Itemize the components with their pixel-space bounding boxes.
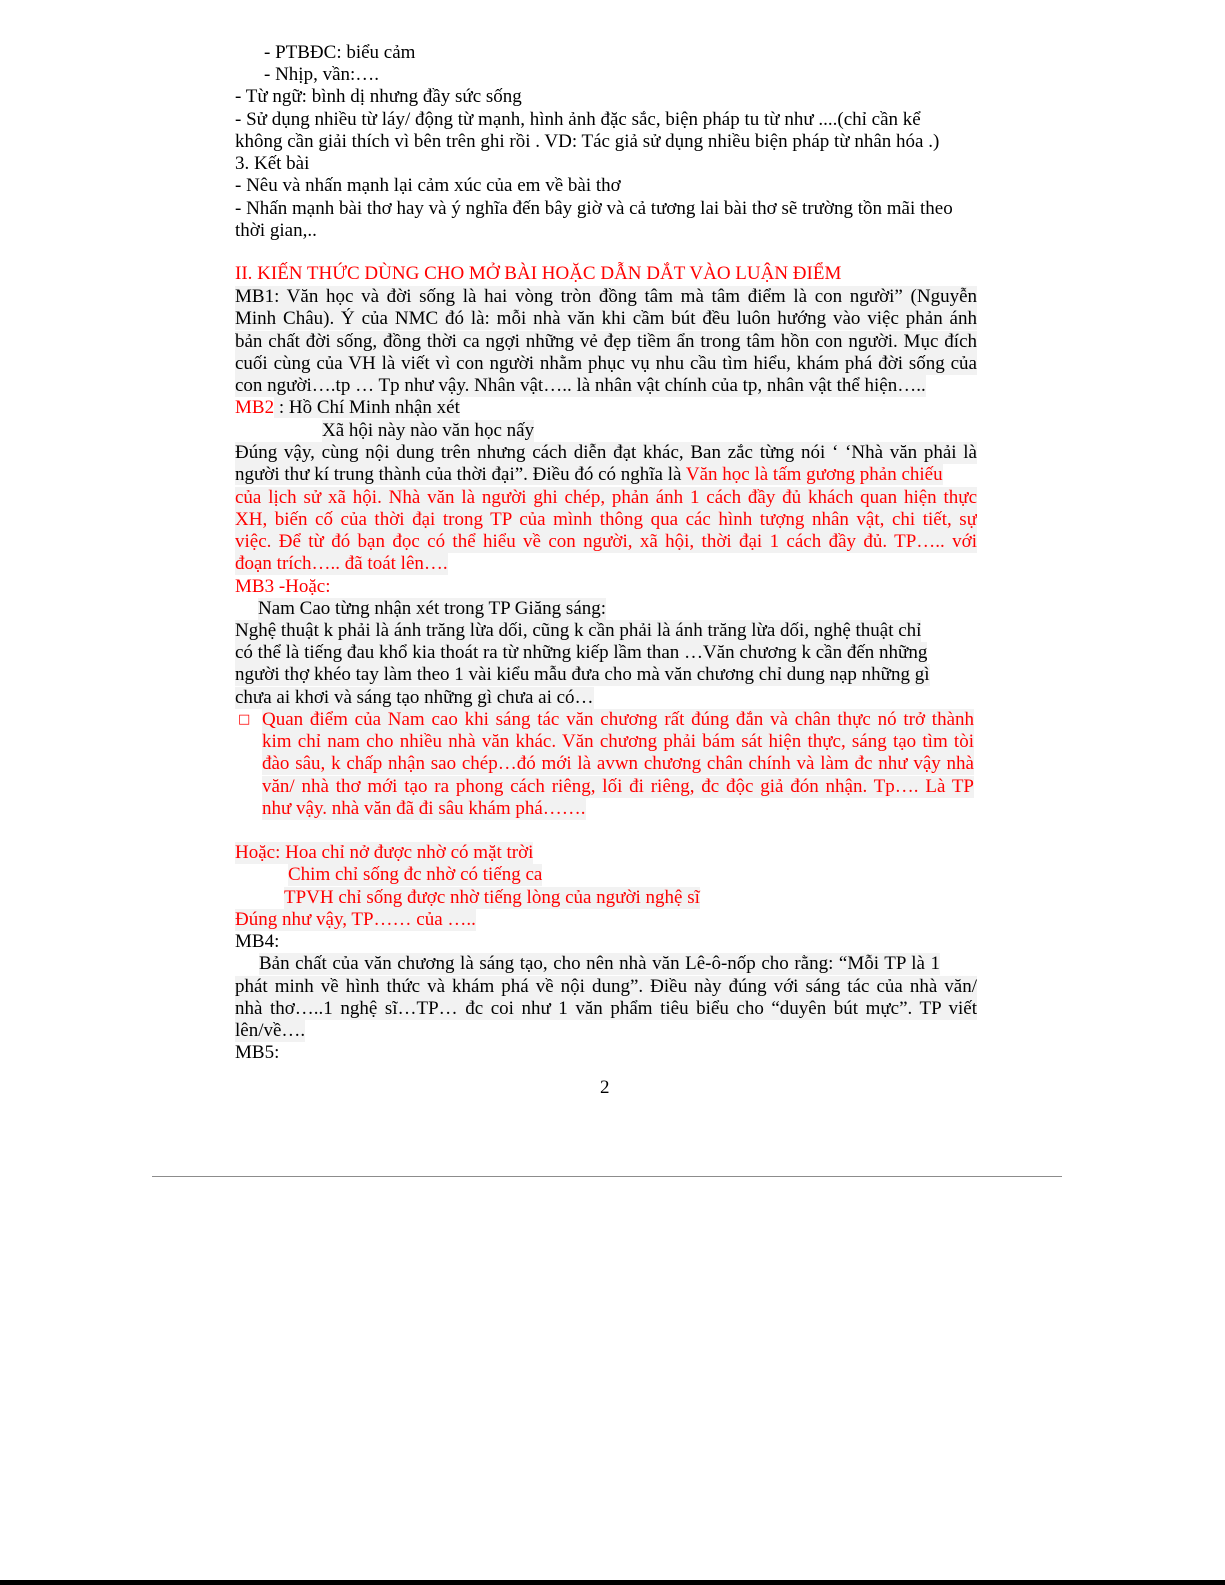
- text-line: việc. Để từ đó bạn đọc có thể hiểu về con người, xã hội, thời đại 1 cách đầy đủ. TP….. với: [235, 531, 977, 552]
- text-line: phát minh về hình thức và khám phá về nội dung”. Điều này đúng với sáng tác của nhà văn/: [235, 976, 977, 997]
- bottom-edge-bar: [0, 1580, 1225, 1585]
- text-line: không cần giải thích vì bên trên ghi rồi . VD: Tác giả sử dụng nhiều biện pháp từ nhân hóa .): [235, 131, 940, 152]
- text-line: Chim chỉ sống đc nhờ có tiếng ca: [288, 864, 543, 885]
- text-line: - Từ ngữ: bình dị nhưng đầy sức sống: [235, 86, 522, 107]
- text-line: Nam Cao từng nhận xét trong TP Giăng sáng:: [258, 598, 607, 619]
- section-heading: II. KIẾN THỨC DÙNG CHO MỞ BÀI HOẶC DẪN DẮT VÀO LUẬN ĐIỂM: [235, 263, 842, 284]
- text-line: Bản chất của văn chương là sáng tạo, cho nên nhà văn Lê-ô-nốp cho rằng: “Mỗi TP là 1: [259, 953, 940, 974]
- mb2-text: : Hồ Chí Minh nhận xét: [274, 397, 460, 418]
- section-label: MB4:: [235, 931, 280, 952]
- section-heading: 3. Kết bài: [235, 153, 310, 174]
- text-line: - Sử dụng nhiều từ láy/ động từ mạnh, hình ảnh đặc sắc, biện pháp tu từ như ....(chỉ cần kể: [235, 109, 921, 130]
- page-number: 2: [600, 1077, 610, 1098]
- text-line: Nghệ thuật k phải là ánh trăng lừa dối, cũng k cần phải là ánh trăng lừa dối, nghệ thuật chỉ: [235, 620, 922, 641]
- text-line: bản chất đời sống, đồng thời ca ngợi những vẻ đẹp tiềm ẩn trong tâm hồn con người. Mục đích: [235, 331, 977, 352]
- text-line: Đúng vậy, cùng nội dung trên nhưng cách diễn đạt khác, Ban zắc từng nói ‘ ‘Nhà văn phải là: [235, 442, 977, 463]
- mb2-label: MB2: [235, 397, 275, 418]
- text-line: con người….tp … Tp như vậy. Nhân vật….. là nhân vật chính của tp, nhân vật thể hiện…..: [235, 375, 926, 396]
- text-line: lên/về….: [235, 1020, 306, 1041]
- text-line: người thợ khéo tay làm theo 1 vài kiểu mẫu đưa cho mà văn chương chỉ dung nạp những gì: [235, 664, 930, 685]
- text-line: thời gian,..: [235, 220, 317, 241]
- text-span: Văn học là tấm gương phản chiếu: [685, 464, 943, 485]
- text-line: MB1: Văn học và đời sống là hai vòng tròn đồng tâm mà tâm điểm là con người” (Nguyễn: [235, 286, 977, 307]
- text-line: chưa ai khơi và sáng tạo những gì chưa ai có…: [235, 687, 594, 708]
- text-span: người thư kí trung thành của thời đại”. Điều đó có nghĩa là: [235, 464, 686, 485]
- text-line: kim chỉ nam cho nhiều nhà văn khác. Văn chương phải bám sát hiện thực, sáng tạo tìm tòi: [262, 731, 974, 752]
- text-line: cuối cùng của VH là viết vì con người nhằm phục vụ nhu cầu tìm hiểu, khám phá đời sống của: [235, 353, 977, 374]
- text-line: của lịch sử xã hội. Nhà văn là người ghi chép, phản ánh 1 cách đầy đủ khách quan hiện thực: [235, 487, 977, 508]
- section-label: MB3 -Hoặc:: [235, 576, 331, 597]
- text-line: như vậy. nhà văn đã đi sâu khám phá…….: [262, 798, 586, 819]
- text-line: Hoặc: Hoa chỉ nở được nhờ có mặt trời: [235, 842, 534, 863]
- text-line: TPVH chỉ sống được nhờ tiếng lòng của người nghệ sĩ: [284, 887, 700, 908]
- text-line: - PTBĐC: biểu cảm: [264, 42, 416, 63]
- text-line: đoạn trích….. đã toát lên….: [235, 553, 448, 574]
- text-line: XH, biến cố của thời đại trong TP của mình thông qua các hình tượng nhân vật, chi tiết, sự: [235, 509, 977, 530]
- bullet-icon: □: [238, 712, 251, 727]
- text-line: đào sâu, k chấp nhận sao chép…đó mới là avwn chương chân chính và làm đc như vậy nhà: [262, 753, 974, 774]
- text-line: - Nhấn mạnh bài thơ hay và ý nghĩa đến bây giờ và cả tương lai bài thơ sẽ trường tồn mãi theo: [235, 198, 953, 219]
- text-line: Đúng như vậy, TP…… của …..: [235, 909, 476, 930]
- text-line: văn/ nhà thơ mới tạo ra phong cách riêng, lối đi riêng, đc độc giả đón nhận. Tp…. Là TP: [262, 776, 974, 797]
- text-line: [235, 464, 977, 486]
- text-line: nhà thơ…..1 nghệ sĩ…TP… đc coi như 1 văn phẩm tiêu biểu cho “duyên bút mực”. TP viết: [235, 998, 977, 1019]
- text-line: Quan điểm của Nam cao khi sáng tác văn chương rất đúng đắn và chân thực nó trở thành: [262, 709, 974, 730]
- text-line: có thể là tiếng đau khổ kia thoát ra từ những kiếp lầm than …Văn chương k cần đến những: [235, 642, 928, 663]
- text-line: - Nêu và nhấn mạnh lại cảm xúc của em về bài thơ: [235, 175, 621, 196]
- page-divider: [152, 1176, 1062, 1177]
- quote-line: Xã hội này nào văn học nấy: [322, 420, 535, 441]
- section-label: MB5:: [235, 1042, 280, 1063]
- text-line: - Nhịp, vần:….: [264, 64, 380, 85]
- text-line: [235, 397, 460, 419]
- text-line: Minh Châu). Ý của NMC đó là: mỗi nhà văn khi cầm bút đều luôn hướng vào việc phản ánh: [235, 308, 977, 329]
